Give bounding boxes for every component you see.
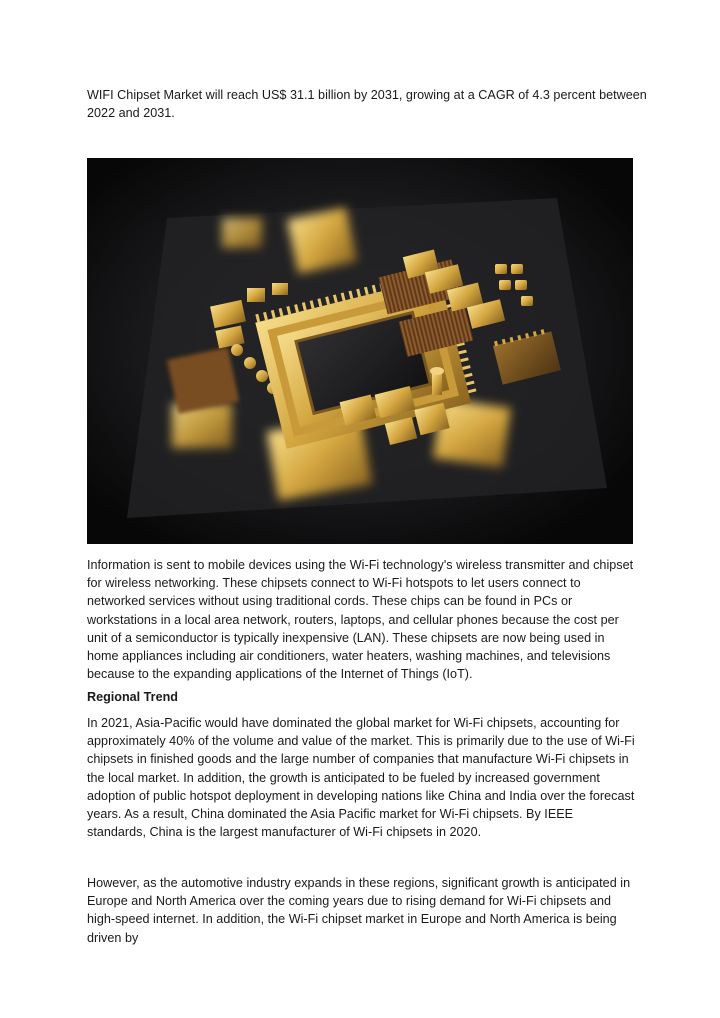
body-paragraph-1: Information is sent to mobile devices using the Wi-Fi technology's wireless transmitter and chipset for wireless networking. These chipsets connect to Wi-Fi hotspots to let users connect to networked services without using traditional cords. These chips can be found in PCs or workstations in a local area network, routers, laptops, and cellular phones because the cost per unit of a semiconductor is typically inexpensive (LAN). These chipsets are now being used in home appliances including air conditioners, water heaters, washing machines, and televisions because to the expanding applications of the Internet of Things (IoT). <box>87 558 634 682</box>
body-paragraph-2: In 2021, Asia-Pacific would have dominated the global market for Wi-Fi chipsets, accounting for approximately 40% of the volume and value of the market. This is primarily due to the use of Wi-Fi chipsets in finished goods and the large number of companies that manufacture Wi-Fi chipsets in the local market. In addition, the growth is anticipated to be fueled by increased government adoption of public hotspot deployment in developing nations like China and India over the forecast years. As a result, China dominated the Asia Pacific market for Wi-Fi chipsets. By IEEE standards, China is the largest manufacturer of Wi-Fi chipsets in 2020. <box>87 716 635 840</box>
circuit-board-chipset-photo-icon <box>87 158 633 544</box>
section-heading-regional-trend: Regional Trend <box>87 690 178 704</box>
intro-paragraph: WIFI Chipset Market will reach US$ 31.1 billion by 2031, growing at a CAGR of 4.3 percent between 2022 and 2031. <box>87 88 647 121</box>
body-paragraph-3: However, as the automotive industry expands in these regions, significant growth is anticipated in Europe and North America over the coming years due to rising demand for Wi-Fi chipsets and high-speed internet. In addition, the Wi-Fi chipset market in Europe and North America is being driven by <box>87 876 631 945</box>
chipset-photo <box>87 158 633 544</box>
